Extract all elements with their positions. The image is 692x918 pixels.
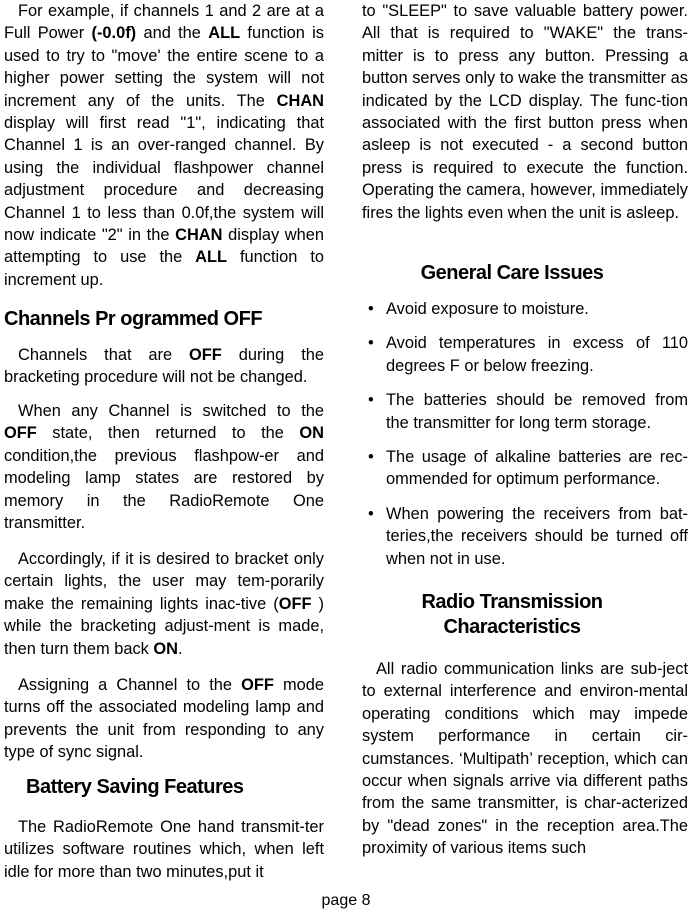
text: Assigning a Channel to the <box>18 676 242 694</box>
text: mode turns off the associated modeling lamp and prevents the unit from responding to any type of sync signal. <box>4 676 324 762</box>
list-item-text: Avoid exposure to moisture. <box>386 300 589 318</box>
text: display when attempting to use the <box>4 226 324 267</box>
text: Accordingly, if it is desired to bracket only certain lights, the user may tem-porarily make the remaining lights inac-tive ( <box>4 550 324 613</box>
paragraph-switched-off <box>4 400 324 534</box>
text: function is used to try to "move' the entire scene to a higher power setting the system will not increment any of the units. The <box>4 24 324 110</box>
list-item <box>362 446 688 491</box>
page-number: page 8 <box>321 892 371 909</box>
text: ) while the bracketing adjust-ment is made, then turn them back <box>4 594 324 658</box>
text: . <box>178 639 183 658</box>
text: display will first read "1", indicating that Channel 1 is an over-ranged channel. By using the individual flashpower channel adjustment procedure and decreasing Channel 1 to less than 0.0f,the system will now indicate "2" in the <box>4 114 324 245</box>
keyword: OFF <box>4 424 37 443</box>
text: For example, if channels 1 and 2 are at a Full Power <box>4 2 324 43</box>
keyword: (-0.0f) <box>91 24 137 43</box>
heading-general-care: General Care Issues <box>420 262 604 284</box>
heading-line: Characteristics <box>443 616 581 638</box>
paragraph-full-power-example <box>4 0 324 291</box>
bullet-icon: • <box>368 504 374 523</box>
paragraph-assign-off <box>4 674 324 764</box>
paragraph-radio-links: All radio communication links are sub-ject to external interference and environ-mental operating conditions which may impede system performance in certain cir-cumstances. ‘Multipath’ reception, which can occur when signals arrive via different paths from the same transmitter, is char-acterized by "dead zones" in the reception area.The proximity of various items such <box>362 660 688 858</box>
heading-battery-saving: Battery Saving Features <box>26 776 244 798</box>
keyword: ON <box>299 424 324 443</box>
heading-radio-transmission <box>362 590 662 640</box>
keyword: ALL <box>195 248 228 267</box>
list-item-text: Avoid temperatures in excess of 110 degrees F or below freezing. <box>386 334 688 375</box>
paragraph-off-channels <box>4 344 324 389</box>
text: function to increment up. <box>4 248 324 289</box>
list-item-text: The batteries should be removed from the transmitter for long term storage. <box>386 391 688 432</box>
list-item-text: The usage of alkaline batteries are rec-ommended for optimum performance. <box>386 448 688 489</box>
care-list <box>362 298 688 570</box>
text: and the <box>136 24 209 43</box>
bullet-icon: • <box>368 391 374 410</box>
list-item <box>362 503 688 570</box>
text: When any Channel is switched to the <box>18 402 324 420</box>
heading-channels-programmed-off: Channels Pr ogrammed OFF <box>4 308 263 330</box>
bullet-icon: • <box>368 334 374 353</box>
keyword: ALL <box>208 24 241 43</box>
text: Channels that are <box>18 346 190 364</box>
bullet-icon: • <box>368 300 374 318</box>
keyword: CHAN <box>276 91 324 110</box>
keyword: ON <box>153 639 179 658</box>
bullet-icon: • <box>368 448 374 467</box>
text: condition,the previous flashpow-er and modeling lamp states are restored by memory in the RadioRemote One transmitter. <box>4 446 324 533</box>
paragraph-bracket-lights <box>4 548 324 660</box>
heading-line: Radio Transmission <box>421 591 603 613</box>
text: state, then returned to the <box>36 424 300 443</box>
keyword: CHAN <box>175 226 223 245</box>
list-item <box>362 389 688 434</box>
keyword: OFF <box>278 594 312 613</box>
paragraph-transmitter-sleep: The RadioRemote One hand transmit-ter utilizes software routines which, when left idle for more than two minutes,put it <box>4 818 324 881</box>
list-item <box>362 332 688 377</box>
text: during the bracketing procedure will not be changed. <box>4 346 324 387</box>
keyword: OFF <box>189 346 222 364</box>
paragraph-sleep-wake: to "SLEEP" to save valuable battery power. All that is required to "WAKE" the trans-mitter is to press any button. Pressing a button serves only to wake the transmitter as indicated by the LCD display. The func-tion associated with the first button press when asleep is not executed - a second button press is required to execute the function. Operating the camera, however, immediately fires the lights even when the unit is asleep. <box>362 2 688 222</box>
list-item-text: When powering the receivers from bat-teries,the receivers should be turned off when not in use. <box>386 504 688 568</box>
list-item <box>362 298 688 320</box>
keyword: OFF <box>241 676 274 694</box>
